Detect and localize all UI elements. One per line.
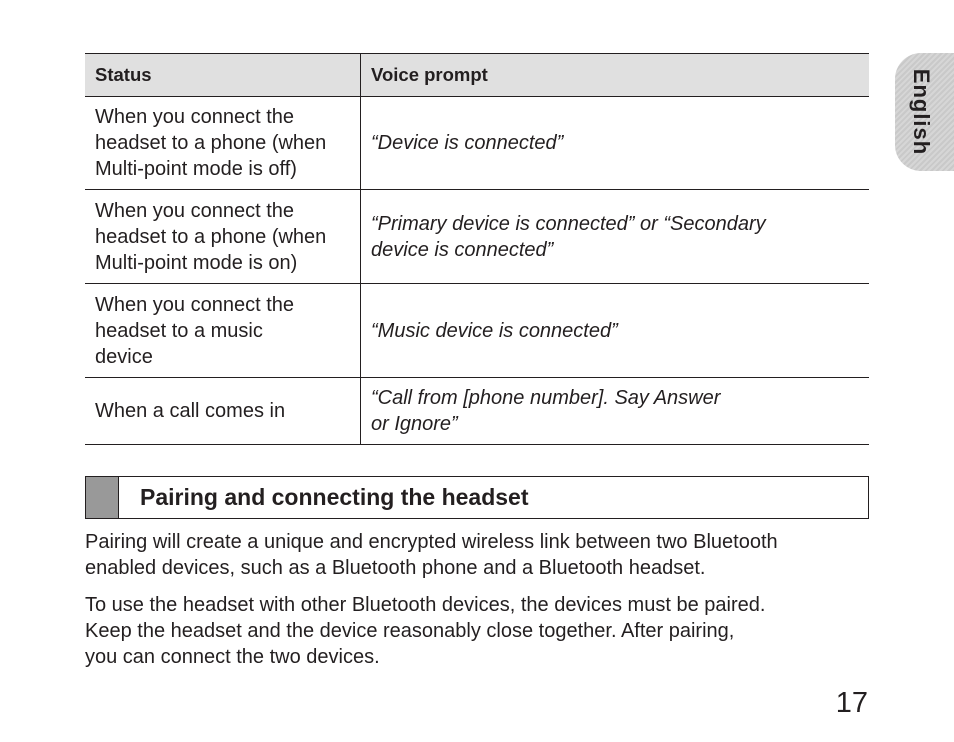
status-line: Multi-point mode is off) [95, 158, 297, 180]
paragraph-line: Keep the headset and the device reasonably close together. After pairing, [85, 620, 735, 642]
status-line: When you connect the [95, 106, 295, 128]
table-row [85, 378, 869, 445]
prompt-line: “Music device is connected” [371, 319, 618, 342]
status-line: headset to a phone (when [95, 225, 327, 248]
voice-prompt-cell [361, 378, 870, 445]
header-voice-prompt: Voice prompt [361, 54, 870, 97]
table-header-row [85, 54, 869, 97]
prompt-line: or Ignore” [371, 413, 458, 435]
prompt-line: device is connected” [371, 238, 554, 261]
header-status: Status [85, 54, 361, 97]
paragraph-line: you can connect the two devices. [85, 646, 380, 668]
status-line: Multi-point mode is on) [95, 251, 298, 274]
status-line: headset to a phone (when [95, 132, 327, 154]
paragraph-pairing-intro [85, 529, 875, 581]
status-line: headset to a music [95, 319, 263, 342]
paragraph-line: enabled devices, such as a Bluetooth phone and a Bluetooth headset. [85, 557, 706, 579]
section-title: Pairing and connecting the headset [140, 484, 529, 510]
voice-prompt-cell [361, 284, 870, 378]
status-cell [85, 190, 361, 284]
table-row [85, 190, 869, 284]
status-cell [85, 97, 361, 190]
voice-prompt-cell [361, 97, 870, 190]
section-heading-bar [85, 476, 869, 519]
status-line: device [95, 345, 153, 368]
status-line: When a call comes in [95, 400, 286, 422]
paragraph-pairing-usage [85, 592, 875, 670]
status-cell [85, 378, 361, 445]
prompt-line: “Call from [phone number]. Say Answer [371, 387, 721, 409]
table-row [85, 97, 869, 190]
language-tab-label: English [909, 68, 934, 156]
voice-prompt-cell [361, 190, 870, 284]
prompt-line: “Device is connected” [371, 132, 564, 154]
voice-prompt-table [85, 53, 869, 445]
paragraph-line: Pairing will create a unique and encrypted wireless link between two Bluetooth [85, 531, 778, 553]
status-line: When you connect the [95, 199, 295, 222]
prompt-line: “Primary device is connected” or “Secondary [371, 212, 766, 235]
table-row [85, 284, 869, 378]
page-number: 17 [835, 687, 868, 719]
status-cell [85, 284, 361, 378]
paragraph-line: To use the headset with other Bluetooth devices, the devices must be paired. [85, 594, 766, 616]
section-marker [86, 477, 119, 518]
status-line: When you connect the [95, 293, 295, 316]
